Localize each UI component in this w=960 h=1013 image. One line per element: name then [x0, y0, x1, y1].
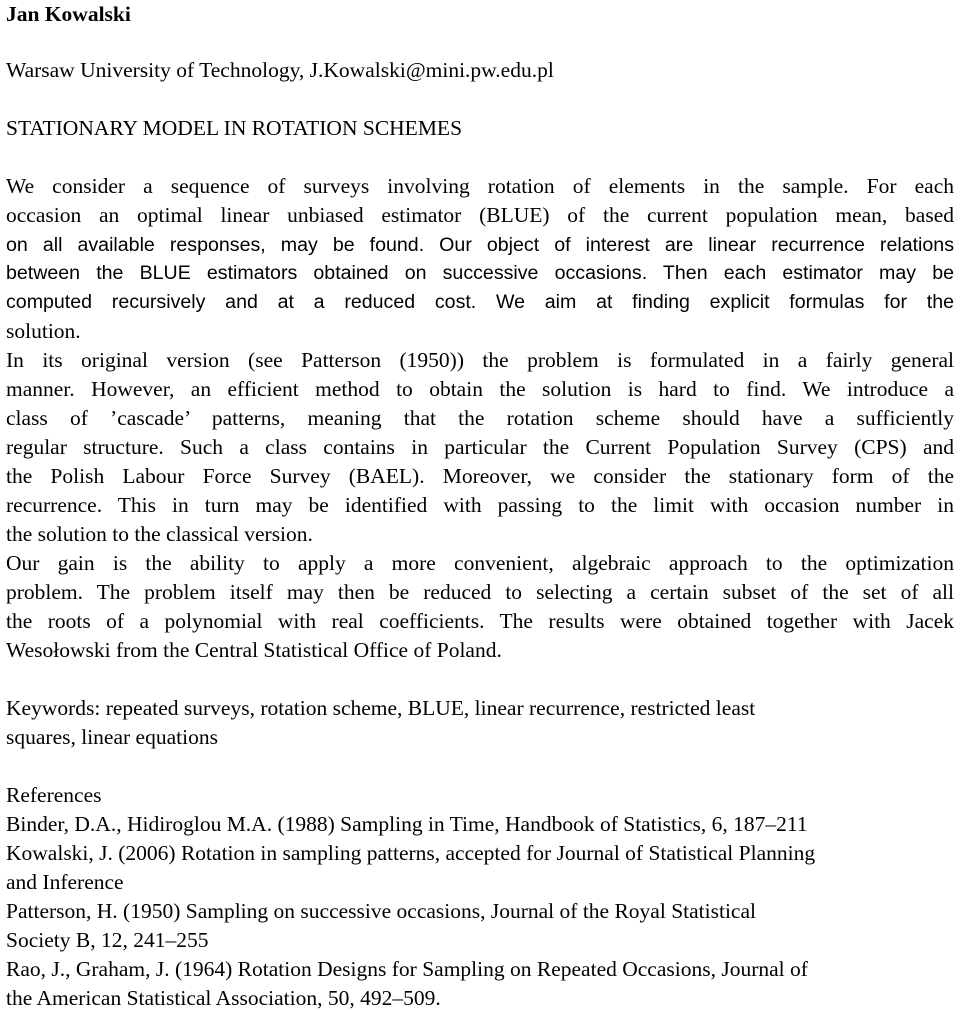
abstract-line: manner. However, an efficient method to obtain the solution is hard to find. We introduce a [6, 377, 954, 401]
reference-line: the American Statistical Association, 50, 492–509. [6, 986, 441, 1010]
reference-line: Patterson, H. (1950) Sampling on successive occasions, Journal of the Royal Statistical [6, 899, 756, 923]
reference-line: Binder, D.A., Hidiroglou M.A. (1988) Sampling in Time, Handbook of Statistics, 6, 187–211 [6, 812, 808, 836]
abstract-line: problem. The problem itself may then be reduced to selecting a certain subset of the set of all [6, 580, 954, 604]
abstract-line [6, 230, 954, 260]
abstract-line: class of ’cascade’ patterns, meaning that the rotation scheme should have a sufficiently [6, 406, 954, 430]
abstract-line: Wesołowski from the Central Statistical Office of Poland. [6, 638, 502, 662]
abstract-line: between the BLUE estimators obtained on successive occasions. Then each estimator may be [6, 262, 954, 284]
author-name: Jan Kowalski [6, 2, 131, 26]
abstract-line: solution. [6, 319, 81, 343]
abstract-line: the solution to the classical version. [6, 522, 313, 546]
abstract-line: occasion an optimal linear unbiased estimator (BLUE) of the current population mean, based [6, 203, 954, 227]
abstract-line-text: on all available responses, may be found. Our object of interest are linear recurrence relations [6, 234, 954, 256]
abstract-line: the Polish Labour Force Survey (BAEL). Moreover, we consider the stationary form of the [6, 464, 954, 488]
reference-line: Rao, J., Graham, J. (1964) Rotation Designs for Sampling on Repeated Occasions, Journal of [6, 957, 808, 981]
references-heading: References [6, 783, 102, 807]
abstract-line: recurrence. This in turn may be identified with passing to the limit with occasion number in [6, 493, 954, 517]
reference-line: Society B, 12, 241–255 [6, 928, 209, 952]
abstract-line: computed recursively and at a reduced cost. We aim at finding explicit formulas for the [6, 291, 954, 313]
abstract-line: the roots of a polynomial with real coefficients. The results were obtained together with Jacek [6, 609, 954, 633]
reference-line: Kowalski, J. (2006) Rotation in sampling patterns, accepted for Journal of Statistical Planning [6, 841, 816, 865]
abstract-line: In its original version (see Patterson (1950)) the problem is formulated in a fairly general [6, 348, 954, 372]
author-affiliation: Warsaw University of Technology, J.Kowalski@mini.pw.edu.pl [6, 58, 554, 82]
abstract-line: Our gain is the ability to apply a more convenient, algebraic approach to the optimization [6, 551, 954, 575]
abstract-line: regular structure. Such a class contains in particular the Current Population Survey (CPS) and [6, 435, 954, 459]
keywords-line: Keywords: repeated surveys, rotation scheme, BLUE, linear recurrence, restricted least [6, 696, 756, 720]
paper-title: STATIONARY MODEL IN ROTATION SCHEMES [6, 116, 463, 140]
reference-line: and Inference [6, 870, 124, 894]
keywords-line: squares, linear equations [6, 725, 218, 749]
abstract-line: We consider a sequence of surveys involving rotation of elements in the sample. For each [6, 174, 954, 198]
